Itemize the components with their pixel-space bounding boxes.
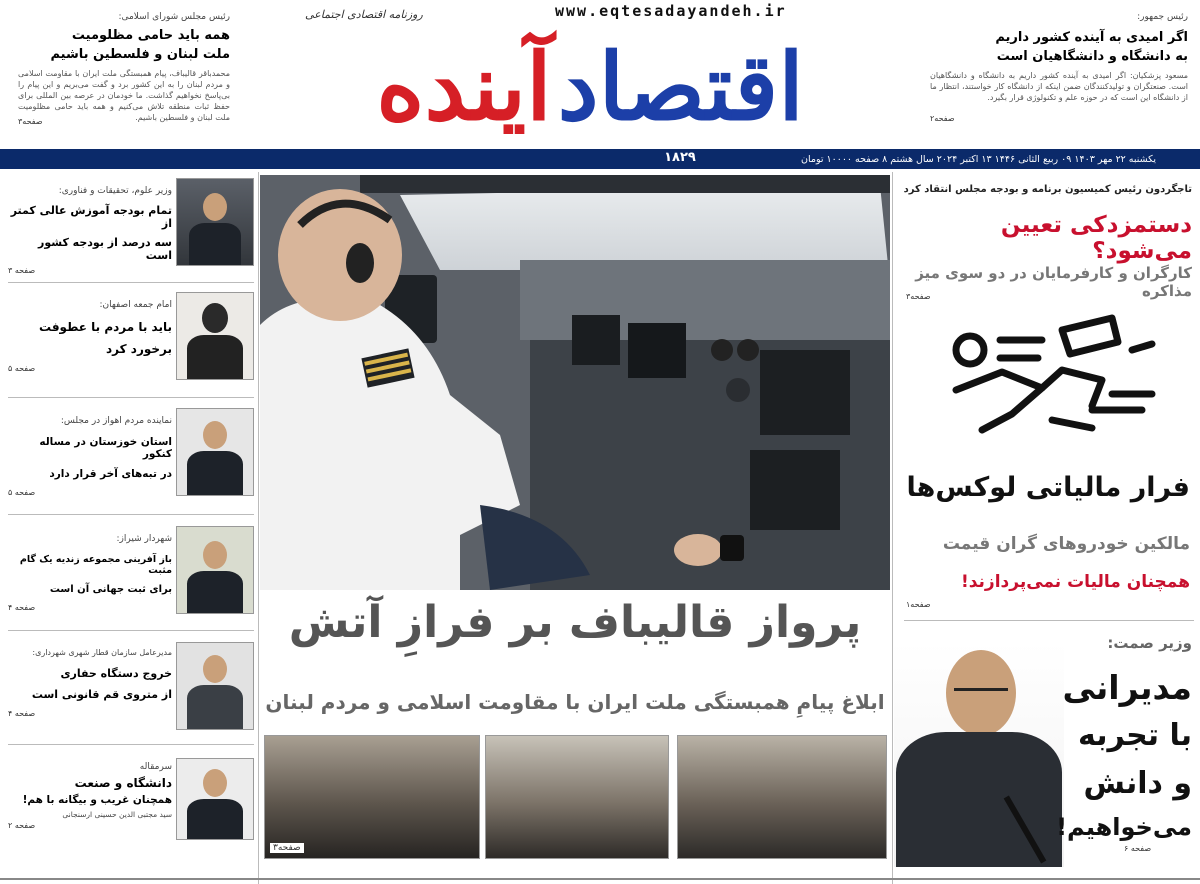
minister-photo[interactable] bbox=[894, 642, 1064, 867]
left-item bbox=[8, 534, 172, 612]
page-ref[interactable]: صفحه ۲ bbox=[8, 821, 36, 830]
item-headline[interactable]: خروج دستگاه حفاری bbox=[60, 667, 172, 680]
person-body bbox=[187, 799, 243, 839]
page-ref[interactable]: صفحه ۴ bbox=[8, 603, 36, 612]
item-photo[interactable] bbox=[176, 408, 254, 496]
column-rule-right bbox=[892, 172, 893, 884]
item-headline[interactable]: دانشگاه و صنعت bbox=[74, 776, 172, 790]
story1-kicker: تاجگردون رئیس کمیسیون برنامه و بودجه مجلس انتقاد کرد bbox=[903, 184, 1192, 195]
info-bar bbox=[0, 149, 1200, 169]
left-column bbox=[0, 172, 258, 884]
tagline: روزنامه اقتصادی اجتماعی bbox=[305, 8, 423, 21]
date-line: یکشنبه ۲۲ مهر ۱۴۰۳ ۰۹ ربیع الثانی ۱۴۴۶ ۱۳ اکتبر ۲۰۲۴ سال هشتم ۸ صفحه ۱۰۰۰۰ تومان bbox=[800, 153, 1156, 165]
item-photo[interactable] bbox=[176, 178, 254, 266]
person-head bbox=[203, 655, 227, 683]
top-left-story bbox=[18, 12, 230, 126]
divider bbox=[8, 630, 254, 631]
item-photo[interactable] bbox=[176, 642, 254, 730]
item-kicker: وزیر علوم، تحقیقات و فناوری: bbox=[58, 186, 172, 196]
left-item bbox=[8, 186, 172, 275]
item-headline-2[interactable]: از متروی قم قانونی است bbox=[31, 688, 172, 701]
page-ref[interactable]: صفحه ۴ bbox=[8, 709, 36, 718]
item-headline-2[interactable]: برای ثبت جهانی آن است bbox=[49, 584, 172, 595]
sub-headline[interactable]: ابلاغ پیامِ همبستگی ملت ایران با مقاومت اسلامی و مردم لبنان bbox=[265, 690, 885, 714]
page-ref[interactable]: صفحه ۶ bbox=[1124, 844, 1152, 853]
column-rule-left bbox=[258, 172, 259, 884]
issue-number: ۱۸۲۹ bbox=[664, 150, 696, 165]
divider bbox=[8, 282, 254, 283]
item-photo[interactable] bbox=[176, 758, 254, 840]
page-ref[interactable]: صفحه۳ bbox=[18, 117, 43, 126]
center-block bbox=[260, 175, 890, 884]
divider bbox=[8, 397, 254, 398]
divider bbox=[8, 514, 254, 515]
left-item bbox=[8, 762, 172, 830]
person-body bbox=[187, 335, 243, 379]
story-kicker: رئیس مجلس شورای اسلامی: bbox=[118, 12, 230, 22]
page-ref[interactable]: صفحه۳ bbox=[270, 843, 304, 853]
person-head bbox=[203, 193, 227, 221]
item-headline-2[interactable]: در تبه‌های آخر قرار دارد bbox=[49, 468, 172, 480]
person-head bbox=[203, 769, 227, 797]
story-headline-2[interactable]: ملت لبنان و فلسطین باشیم bbox=[50, 47, 230, 62]
item-photo[interactable] bbox=[176, 292, 254, 380]
glasses-icon bbox=[954, 688, 1008, 703]
crowd-photo[interactable] bbox=[677, 735, 887, 859]
main-headline[interactable]: پرواز قالیباف بر فرازِ آتش bbox=[288, 597, 862, 648]
story1-sub[interactable]: کارگران و کارفرمایان در دو سوی میز مذاکره bbox=[915, 264, 1192, 300]
fleeing-man-icon bbox=[942, 310, 1162, 440]
person-head bbox=[203, 421, 227, 449]
item-kicker: نماینده مردم اهواز در مجلس: bbox=[60, 416, 172, 426]
story-headline[interactable]: اگر امیدی به آینده کشور داریم bbox=[995, 30, 1188, 45]
page-ref[interactable]: صفحه۲ bbox=[930, 114, 955, 123]
page-ref[interactable]: صفحه۱ bbox=[906, 600, 931, 609]
item-kicker: سرمقاله bbox=[139, 762, 172, 772]
page-ref[interactable]: صفحه ۳ bbox=[8, 266, 36, 275]
page-ref[interactable]: صفحه ۵ bbox=[8, 364, 36, 373]
story2-sub-2[interactable]: همچنان مالیات نمی‌پردازند! bbox=[960, 572, 1190, 592]
page-ref[interactable]: صفحه ۵ bbox=[8, 488, 36, 497]
person-head bbox=[202, 303, 228, 333]
left-item bbox=[8, 416, 172, 497]
story3-line-2[interactable]: با تجربه bbox=[1078, 718, 1192, 753]
item-kicker: شهردار شیراز: bbox=[116, 534, 172, 544]
logo-part-2: آینده bbox=[376, 33, 552, 141]
item-headline[interactable]: تمام بودجه آموزش عالی کمتر از bbox=[10, 204, 172, 230]
item-kicker: امام جمعه اصفهان: bbox=[99, 300, 172, 310]
logo-part-1: اقتصاد bbox=[557, 33, 804, 141]
story3-line-4[interactable]: می‌خواهیم! bbox=[1056, 813, 1192, 841]
story3-line-1[interactable]: مدیرانی bbox=[1062, 668, 1192, 707]
divider bbox=[8, 744, 254, 745]
story2-headline[interactable]: فرار مالیاتی لوکس‌ها bbox=[906, 472, 1190, 503]
item-headline-2[interactable]: برخورد کرد bbox=[106, 342, 172, 356]
item-headline[interactable]: باز آفرینی مجموعه زندیه یک گام مثبت bbox=[19, 554, 172, 576]
story-headline-2[interactable]: به دانشگاه و دانشگاهیان است bbox=[996, 49, 1188, 64]
newspaper-logo bbox=[290, 28, 890, 146]
story3-kicker: وزیر صمت: bbox=[1107, 634, 1192, 652]
story2-sub-1[interactable]: مالکین خودروهای گران قیمت bbox=[942, 534, 1190, 554]
story-body: مسعود پزشکیان: اگر امیدی به آینده کشور داریم به دانشگاه و دانشگاهیان است. صنعتگران و تولیدکنندگان ضمن اینکه از دانشگاه کار خواستند، انتظار ما از دانشگاه این است که در حوزه علم و تکنولوژی قرار بگیرد. bbox=[930, 71, 1188, 102]
person-body bbox=[189, 223, 241, 265]
left-item bbox=[8, 648, 172, 718]
story3-line-3[interactable]: و دانش bbox=[1083, 766, 1192, 801]
person-head bbox=[203, 541, 227, 569]
item-headline-2[interactable]: سه درصد از بودجه کشور است bbox=[38, 236, 172, 262]
story-body: محمدباقر قالیباف، پیام همبستگی ملت ایران با مقاومت اسلامی و مردم لبنان را به این کشور برد و گفت می‌بریم و این پیام را بی‌پاسخ نخواهیم گذاشت. ما خودمان در عرصه بین المللی برای حفظ ثبات منطقه تلاش می‌کنیم و همه باید حامی مظلومیت ملت لبنان و فلسطین باشیم. bbox=[18, 69, 230, 122]
bottom-rule bbox=[0, 878, 1200, 880]
right-column bbox=[894, 172, 1200, 884]
page-ref[interactable]: صفحه۳ bbox=[906, 292, 931, 301]
item-headline[interactable]: استان خوزستان در مساله کنکور bbox=[39, 436, 172, 460]
item-headline[interactable]: باید با مردم با عطوفت bbox=[38, 320, 172, 334]
cockpit-photo[interactable] bbox=[260, 175, 890, 590]
person-body bbox=[187, 451, 243, 495]
site-url[interactable]: www.eqtesadayandeh.ir bbox=[555, 2, 787, 20]
item-headline-2[interactable]: همچنان غریب و بیگانه با هم! bbox=[22, 794, 172, 806]
left-item bbox=[8, 300, 172, 373]
item-photo[interactable] bbox=[176, 526, 254, 614]
story-headline[interactable]: همه باید حامی مظلومیت bbox=[71, 28, 230, 43]
story-kicker: رئیس جمهور: bbox=[1137, 12, 1188, 22]
divider bbox=[904, 620, 1194, 621]
top-right-story bbox=[930, 12, 1188, 123]
item-kicker: مدیرعامل سازمان قطار شهری شهرداری: bbox=[32, 648, 172, 657]
person-body bbox=[187, 571, 243, 613]
person-body bbox=[187, 685, 243, 729]
story1-headline[interactable]: دستمزدکی تعیین می‌شود؟ bbox=[1000, 212, 1192, 264]
crowd-photo[interactable] bbox=[264, 735, 480, 859]
crowd-photo[interactable] bbox=[485, 735, 669, 859]
item-author: سید مجتبی الدین حسینی ارسنجانی bbox=[62, 810, 172, 819]
